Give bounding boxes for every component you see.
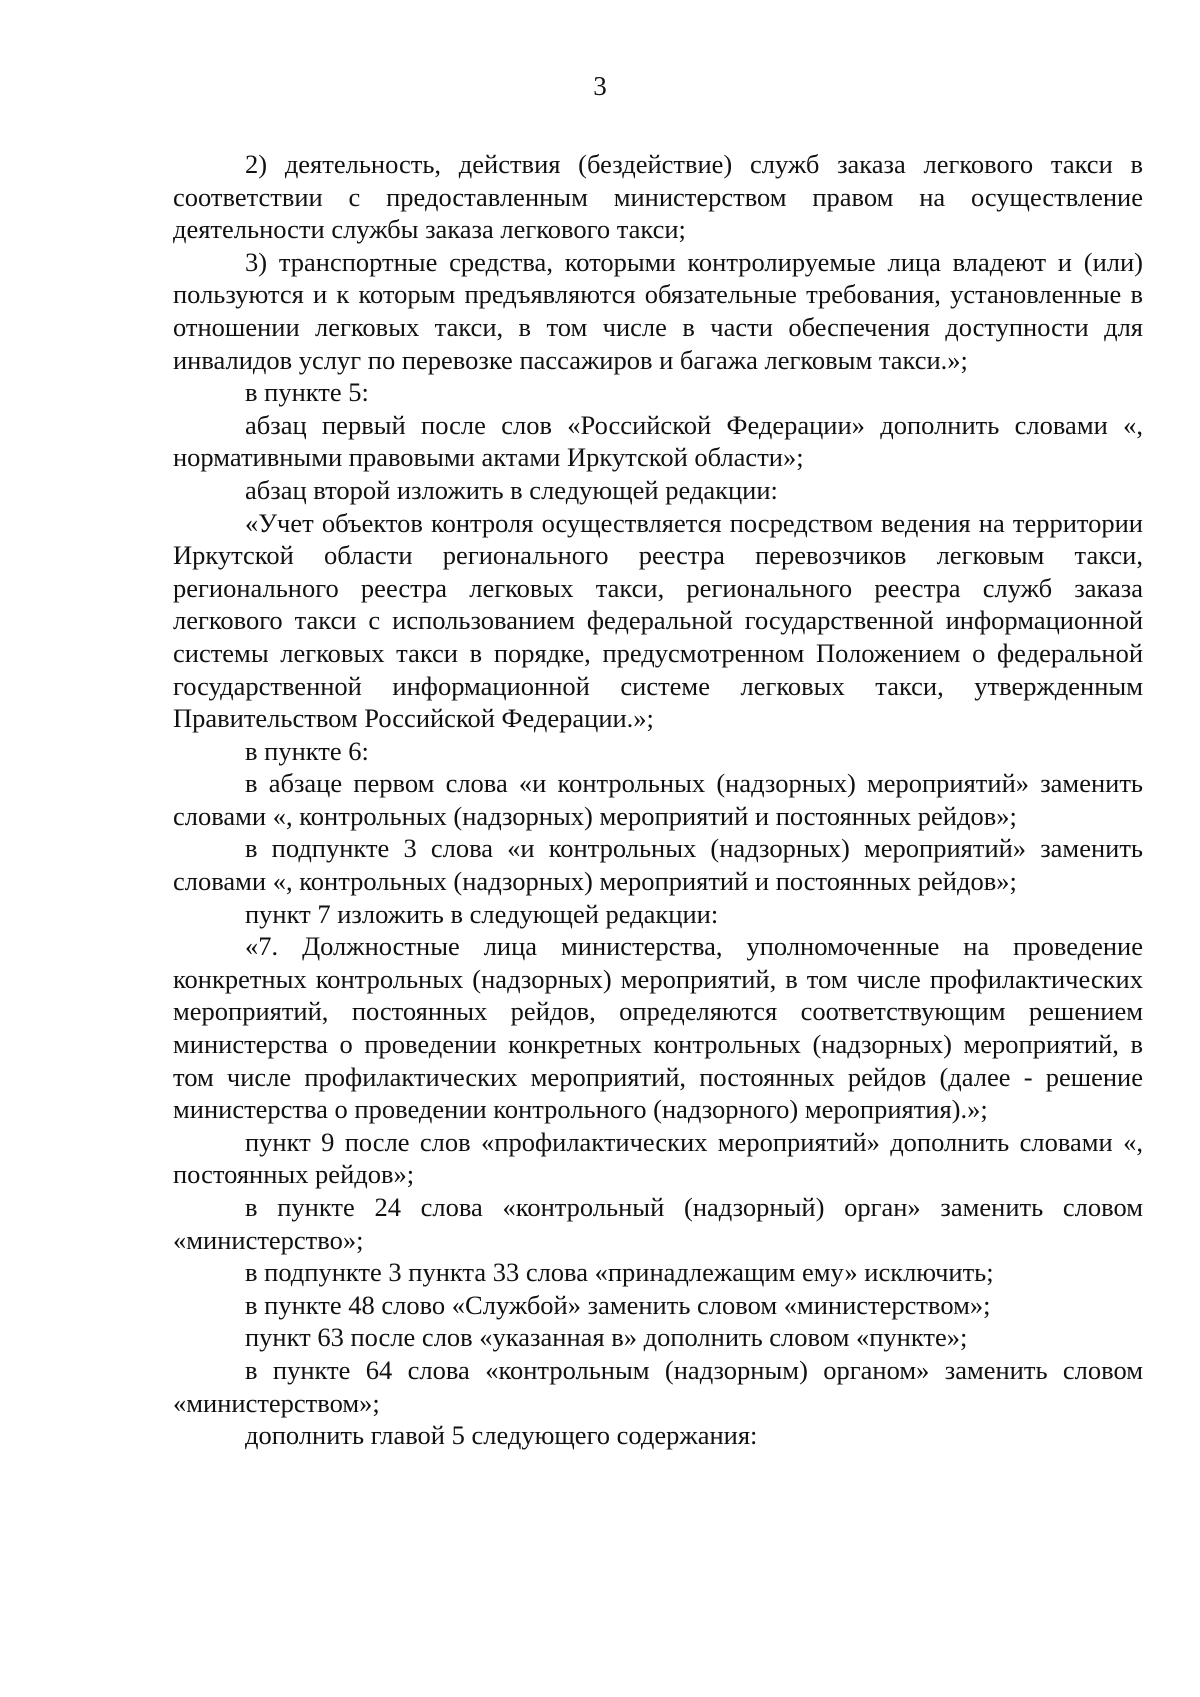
paragraph-point-6-heading: в пункте 6: [245, 735, 369, 766]
paragraph-point-63: пункт 63 после слов «указанная в» дополнить словом «пункте»; [245, 1322, 968, 1353]
paragraph-point-7-text: «7. Должностные лица министерства, уполномоченные на проведение конкретных контрольных (надзорных) мероприятий, в том числе профилактических мероприятий, постоянных рейдов, определяются соответствующим решением министерства о проведении конкретных контрольных (надзорных) мероприятий, в том числе профилактических мероприятий, постоянных рейдов (далее - решение министерства о проведении контрольного (надзорного) мероприятия).»; [173, 931, 1143, 1125]
paragraph-point-5-abz-1: абзац первый после слов «Российской Федерации» дополнить словами «, нормативными правовыми актами Иркутской области»; [173, 409, 1143, 473]
paragraph-point-5-abz-2-text: «Учет объектов контроля осуществляется посредством ведения на территории Иркутской области регионального реестра перевозчиков легковым такси, регионального реестра легковых такси, регионального реестра служб заказа легкового такси с использованием федеральной государственной информационной системы легковых такси в порядке, предусмотренном Положением о федеральной государственной информационной системе легковых такси, утвержденным Правительством Российской Федерации.»; [173, 507, 1143, 734]
paragraph-point-6-abz-1: в абзаце первом слова «и контрольных (надзорных) мероприятий» заменить словами «, контрольных (надзорных) мероприятий и постоянных рейдов»; [173, 768, 1143, 831]
paragraph-point-48: в пункте 48 слово «Службой» заменить словом «министерством»; [245, 1289, 991, 1320]
paragraph-chapter-5-intro: дополнить главой 5 следующего содержания: [245, 1420, 758, 1451]
paragraph-point-9: пункт 9 после слов «профилактических мероприятий» дополнить словами «, постоянных рейдов»; [173, 1126, 1143, 1190]
paragraph-point-5-abz-2-intro: абзац второй изложить в следующей редакции: [245, 474, 778, 505]
document-body [173, 148, 1143, 1452]
paragraph-point-64: в пункте 64 слова «контрольным (надзорным) органом» заменить словом «министерством»; [173, 1354, 1143, 1418]
paragraph-point-7-intro: пункт 7 изложить в следующей редакции: [245, 898, 719, 929]
paragraph-point-5-heading: в пункте 5: [245, 377, 369, 408]
paragraph-item-3: 3) транспортные средства, которыми контролируемые лица владеют и (или) пользуются и к которым предъявляются обязательные требования, установленные в отношении легковых такси, в том числе в части обеспечения доступности для инвалидов услуг по перевозке пассажиров и багажа легковым такси.»; [173, 246, 1143, 375]
paragraph-point-24: в пункте 24 слова «контрольный (надзорный) орган» заменить словом «министерство»; [173, 1192, 1143, 1255]
paragraph-point-6-sub-3: в подпункте 3 слова «и контрольных (надзорных) мероприятий» заменить словами «, контрольных (надзорных) мероприятий и постоянных рейдов»; [173, 833, 1143, 897]
page-number: 3 [593, 71, 607, 101]
paragraph-item-2: 2) деятельность, действия (бездействие) служб заказа легкового такси в соответствии с предоставленным министерством правом на осуществление деятельности службы заказа легкового такси; [173, 149, 1143, 245]
paragraph-point-33: в подпункте 3 пункта 33 слова «принадлежащим ему» исключить; [245, 1257, 994, 1288]
